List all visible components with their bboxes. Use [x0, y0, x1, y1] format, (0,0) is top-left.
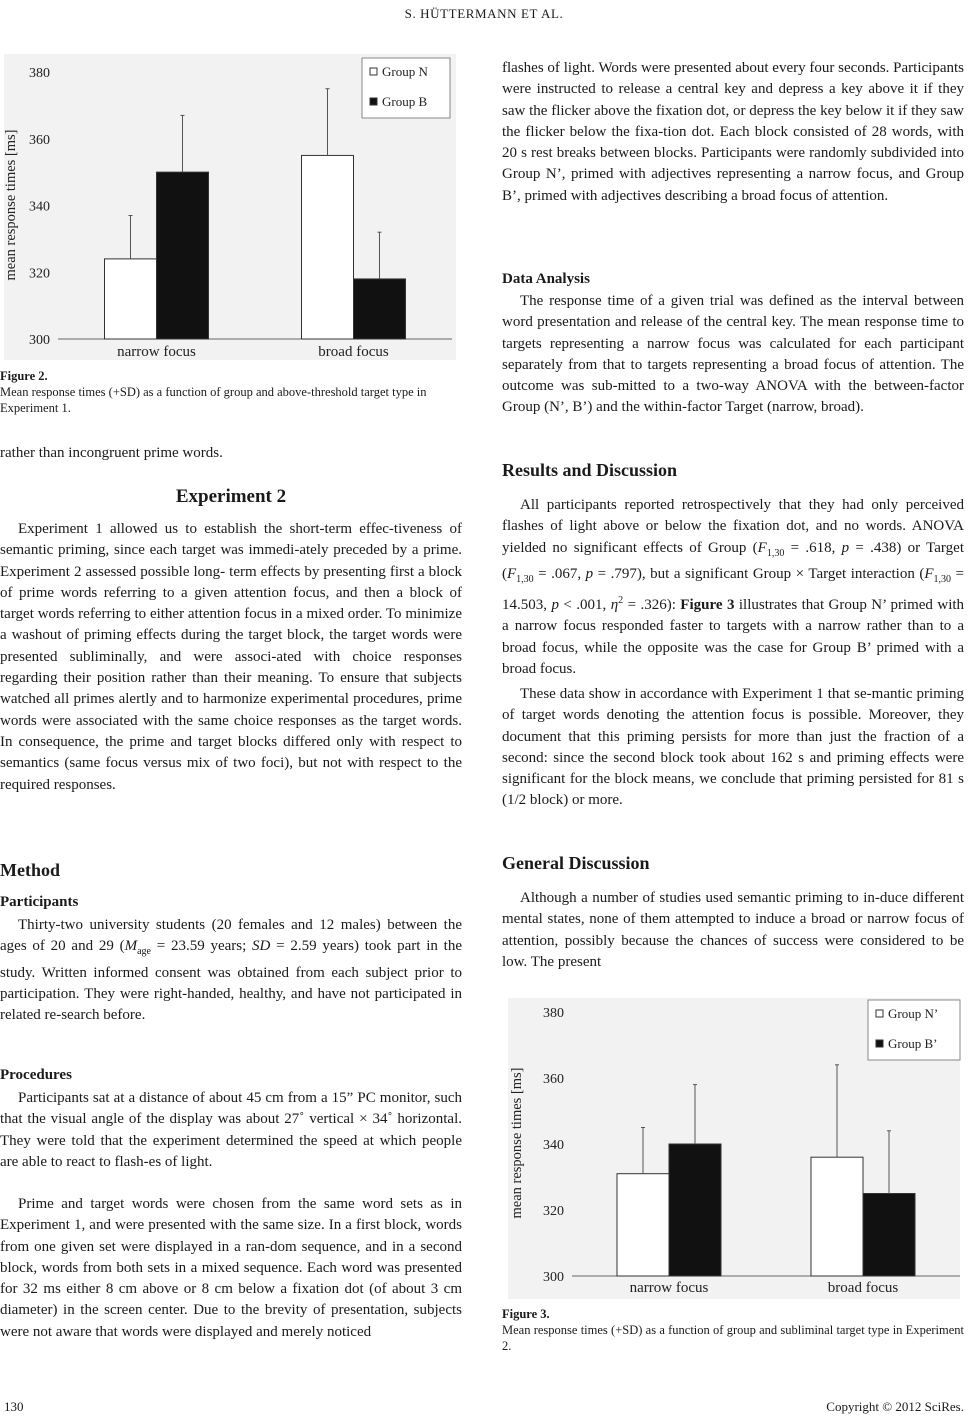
figure-2-chart: [0, 52, 462, 362]
bar: [354, 279, 406, 339]
results-text-g: < .001,: [558, 597, 611, 614]
f-symbol: F: [924, 565, 934, 582]
participants-heading: Participants: [0, 894, 79, 910]
df-subscript: 1,30: [516, 573, 534, 585]
results-heading: Results and Discussion: [502, 460, 678, 480]
legend-label: Group B: [382, 94, 428, 109]
y-tick-label: 360: [543, 1072, 564, 1087]
bar: [669, 1144, 721, 1276]
figure-3-chart: [502, 996, 964, 1301]
x-tick-label: broad focus: [318, 344, 389, 360]
p-symbol: p: [585, 565, 594, 582]
participants-paragraph: [0, 915, 462, 1026]
legend-label: Group N’: [888, 1006, 939, 1021]
f-symbol: F: [507, 565, 517, 582]
df-subscript: 1,30: [766, 547, 785, 559]
y-tick-label: 320: [543, 1204, 564, 1219]
p-symbol: p: [551, 597, 559, 614]
y-tick-label: 360: [29, 132, 50, 148]
figure-3-reference: Figure 3: [680, 597, 735, 614]
experiment-2-paragraph: Experiment 1 allowed us to establish the short-term effec-tiveness of semantic priming, since each target was immedi-ately preceded by a prime. Experiment 2 assessed possible long- term effects by presenting first a block of prime words referring to a given attention focus, and then a block of target words referring to either attention focus in a mixed order. To minimize a washout of priming effects during the target block, the target words were presented subliminally, and were associ-ated with choice responses regarding their position rather than their meaning. To ensure that subjects watched all primes alertly and to harmonize experimental procedures, prime words were associated with the same choice responses as the target words. In consequence, the prime and target blocks differed only with respect to semantics (same focus versus mix of two foci), but not with respect to the required responses.: [0, 521, 462, 793]
y-axis-label: mean response times [ms]: [3, 129, 19, 281]
figure-3-caption-text: Mean response times (+SD) as a function of group and subliminal target type in Experiment 2.: [502, 1323, 964, 1353]
df-subscript: 1,30: [933, 573, 952, 585]
y-axis-label: mean response times [ms]: [509, 1067, 525, 1219]
bar: [302, 155, 354, 339]
results-text-h: = .326):: [623, 597, 681, 614]
results-text-f: = 14.503,: [502, 565, 964, 614]
results-text-c: = .438) or Target (: [502, 539, 964, 582]
figure-2-caption: [0, 368, 462, 416]
legend-swatch: [876, 1040, 883, 1047]
y-tick-label: 300: [29, 333, 50, 348]
results-text-e: = .797), but a significant Group × Target interaction (: [593, 565, 925, 582]
general-discussion-paragraph: Although a number of studies used semantic priming to in-duce different mental states, none of them attempted to induce a broad or narrow focus of attention, possibly because the chances of success were considered to be low. The present: [502, 890, 964, 970]
running-head: S. HÜTTERMANN ET AL.: [404, 6, 564, 21]
results-text-i: illustrates that Group N’ primed with a narrow focus responded faster to targets with a narrow rather than to a broad focus, while the opposite was the case for Group B’ primed with a broad focus.: [502, 597, 965, 678]
y-tick-label: 380: [543, 1006, 564, 1021]
results-text-b: = .618,: [784, 539, 842, 556]
bar: [811, 1157, 863, 1276]
participants-text-b: = 23.59 years;: [150, 938, 253, 955]
figure-2-caption-text: Mean response times (+SD) as a function of group and above-threshold target type in Experiment 1.: [0, 385, 427, 415]
figure-3-label: Figure 3.: [502, 1307, 550, 1321]
f-symbol: F: [757, 539, 767, 556]
experiment-2-heading: Experiment 2: [175, 486, 287, 507]
legend-label: Group N: [382, 64, 428, 79]
data-analysis-paragraph: The response time of a given trial was defined as the interval between word presentation and release of the central key. The mean response time to targets representing a narrow focus was calculated for each participant separately from that to targets representing a broad focus of attention. The outcome was sub-mitted to a two-way ANOVA with the between-factor Group (N’, B’) and the within-factor Target (narrow, broad).: [502, 293, 964, 416]
data-analysis-heading: Data Analysis: [502, 271, 590, 287]
x-tick-label: broad focus: [827, 1280, 899, 1296]
participants-text-c: = 2.59 years) took part in the study. Written informed consent was obtained from each subject prior to participation. They were right-handed, healthy, and have not participated in related re-search before.: [0, 938, 462, 1024]
continued-paragraph-right: flashes of light. Words were presented about every four seconds. Participants were instructed to release a central key and depress a key above it if they saw the flicker above the fixation dot, or depress the key below it if they saw the flicker below the fixa-tion dot. Each block consisted of 28 words, with 20 s rest breaks between blocks. Participants were randomly subdivided into Group N’, primed with adjectives representing a narrow focus, and Group B’, primed with adjectives describing a broad focus of attention.: [502, 60, 964, 204]
age-subscript: age: [137, 946, 151, 958]
method-heading: Method: [0, 860, 60, 880]
legend-swatch: [370, 68, 377, 75]
procedures-paragraph-1: Participants sat at a distance of about 45 cm from a 15” PC monitor, such that the visual angle of the display was about 27˚ vertical × 34˚ horizontal. They were told that the experiment determined the speed at which people are able to react to flash-es of light.: [0, 1090, 462, 1170]
eta-superscript: 2: [618, 595, 624, 607]
results-text-d: = .067,: [533, 565, 586, 582]
p-symbol: p: [841, 539, 850, 556]
y-tick-label: 340: [29, 199, 50, 215]
results-paragraph-2: These data show in accordance with Experiment 1 that se-mantic priming of target words denoting the attention focus is possible. Moreover, they document that this priming persists for more than just the fraction of a second: since the second block took about 162 s and priming effects were significant for the block means, we conclude that priming persisted for 81 s (1/2 block) or more.: [502, 686, 964, 809]
x-tick-label: narrow focus: [117, 344, 196, 360]
y-tick-label: 320: [29, 266, 50, 282]
mean-symbol: M: [124, 938, 138, 955]
y-tick-label: 340: [543, 1138, 564, 1153]
bar: [157, 172, 209, 339]
general-discussion-heading: General Discussion: [502, 853, 650, 873]
figure-2-label: Figure 2.: [0, 369, 48, 383]
procedures-paragraph-2: Prime and target words were chosen from the same word sets as in Experiment 1, and were presented with the same size. In a first block, words from one given set were displayed in a ran-dom sequence, and in a second block, words from both sets in a mixed sequence. Each word was presented for 32 ms either 8 cm above or 8 cm below a fixation dot (of about 3 cm diameter) in the screen center. Due to the brevity of presentation, subjects were not aware that words were displayed and merely noticed: [0, 1196, 462, 1340]
legend-label: Group B’: [888, 1036, 938, 1051]
y-tick-label: 380: [29, 66, 50, 81]
page-number: 130: [4, 1399, 24, 1414]
legend-swatch: [370, 98, 377, 105]
bar: [617, 1174, 669, 1276]
eta-symbol: η: [610, 597, 619, 614]
y-tick-label: 300: [543, 1270, 564, 1285]
results-paragraph-1: [502, 495, 964, 680]
participants-text-a: Thirty-two university students (20 females and 12 males) between the ages of 20 and 29 (: [0, 917, 462, 955]
procedures-heading: Procedures: [0, 1067, 72, 1083]
legend-swatch: [876, 1010, 883, 1017]
figure-3-caption: [502, 1306, 964, 1354]
continued-paragraph: rather than incongruent prime words.: [0, 445, 223, 461]
sd-symbol: SD: [252, 938, 271, 955]
results-text-a: All participants reported retrospectively that they had only perceived flashes of light above or below the fixation dot, and no words. ANOVA yielded no significant effects of Group (: [502, 497, 964, 556]
copyright-notice: Copyright © 2012 SciRes.: [826, 1399, 964, 1414]
bar: [105, 259, 157, 339]
x-tick-label: narrow focus: [629, 1280, 709, 1296]
bar: [863, 1194, 915, 1277]
